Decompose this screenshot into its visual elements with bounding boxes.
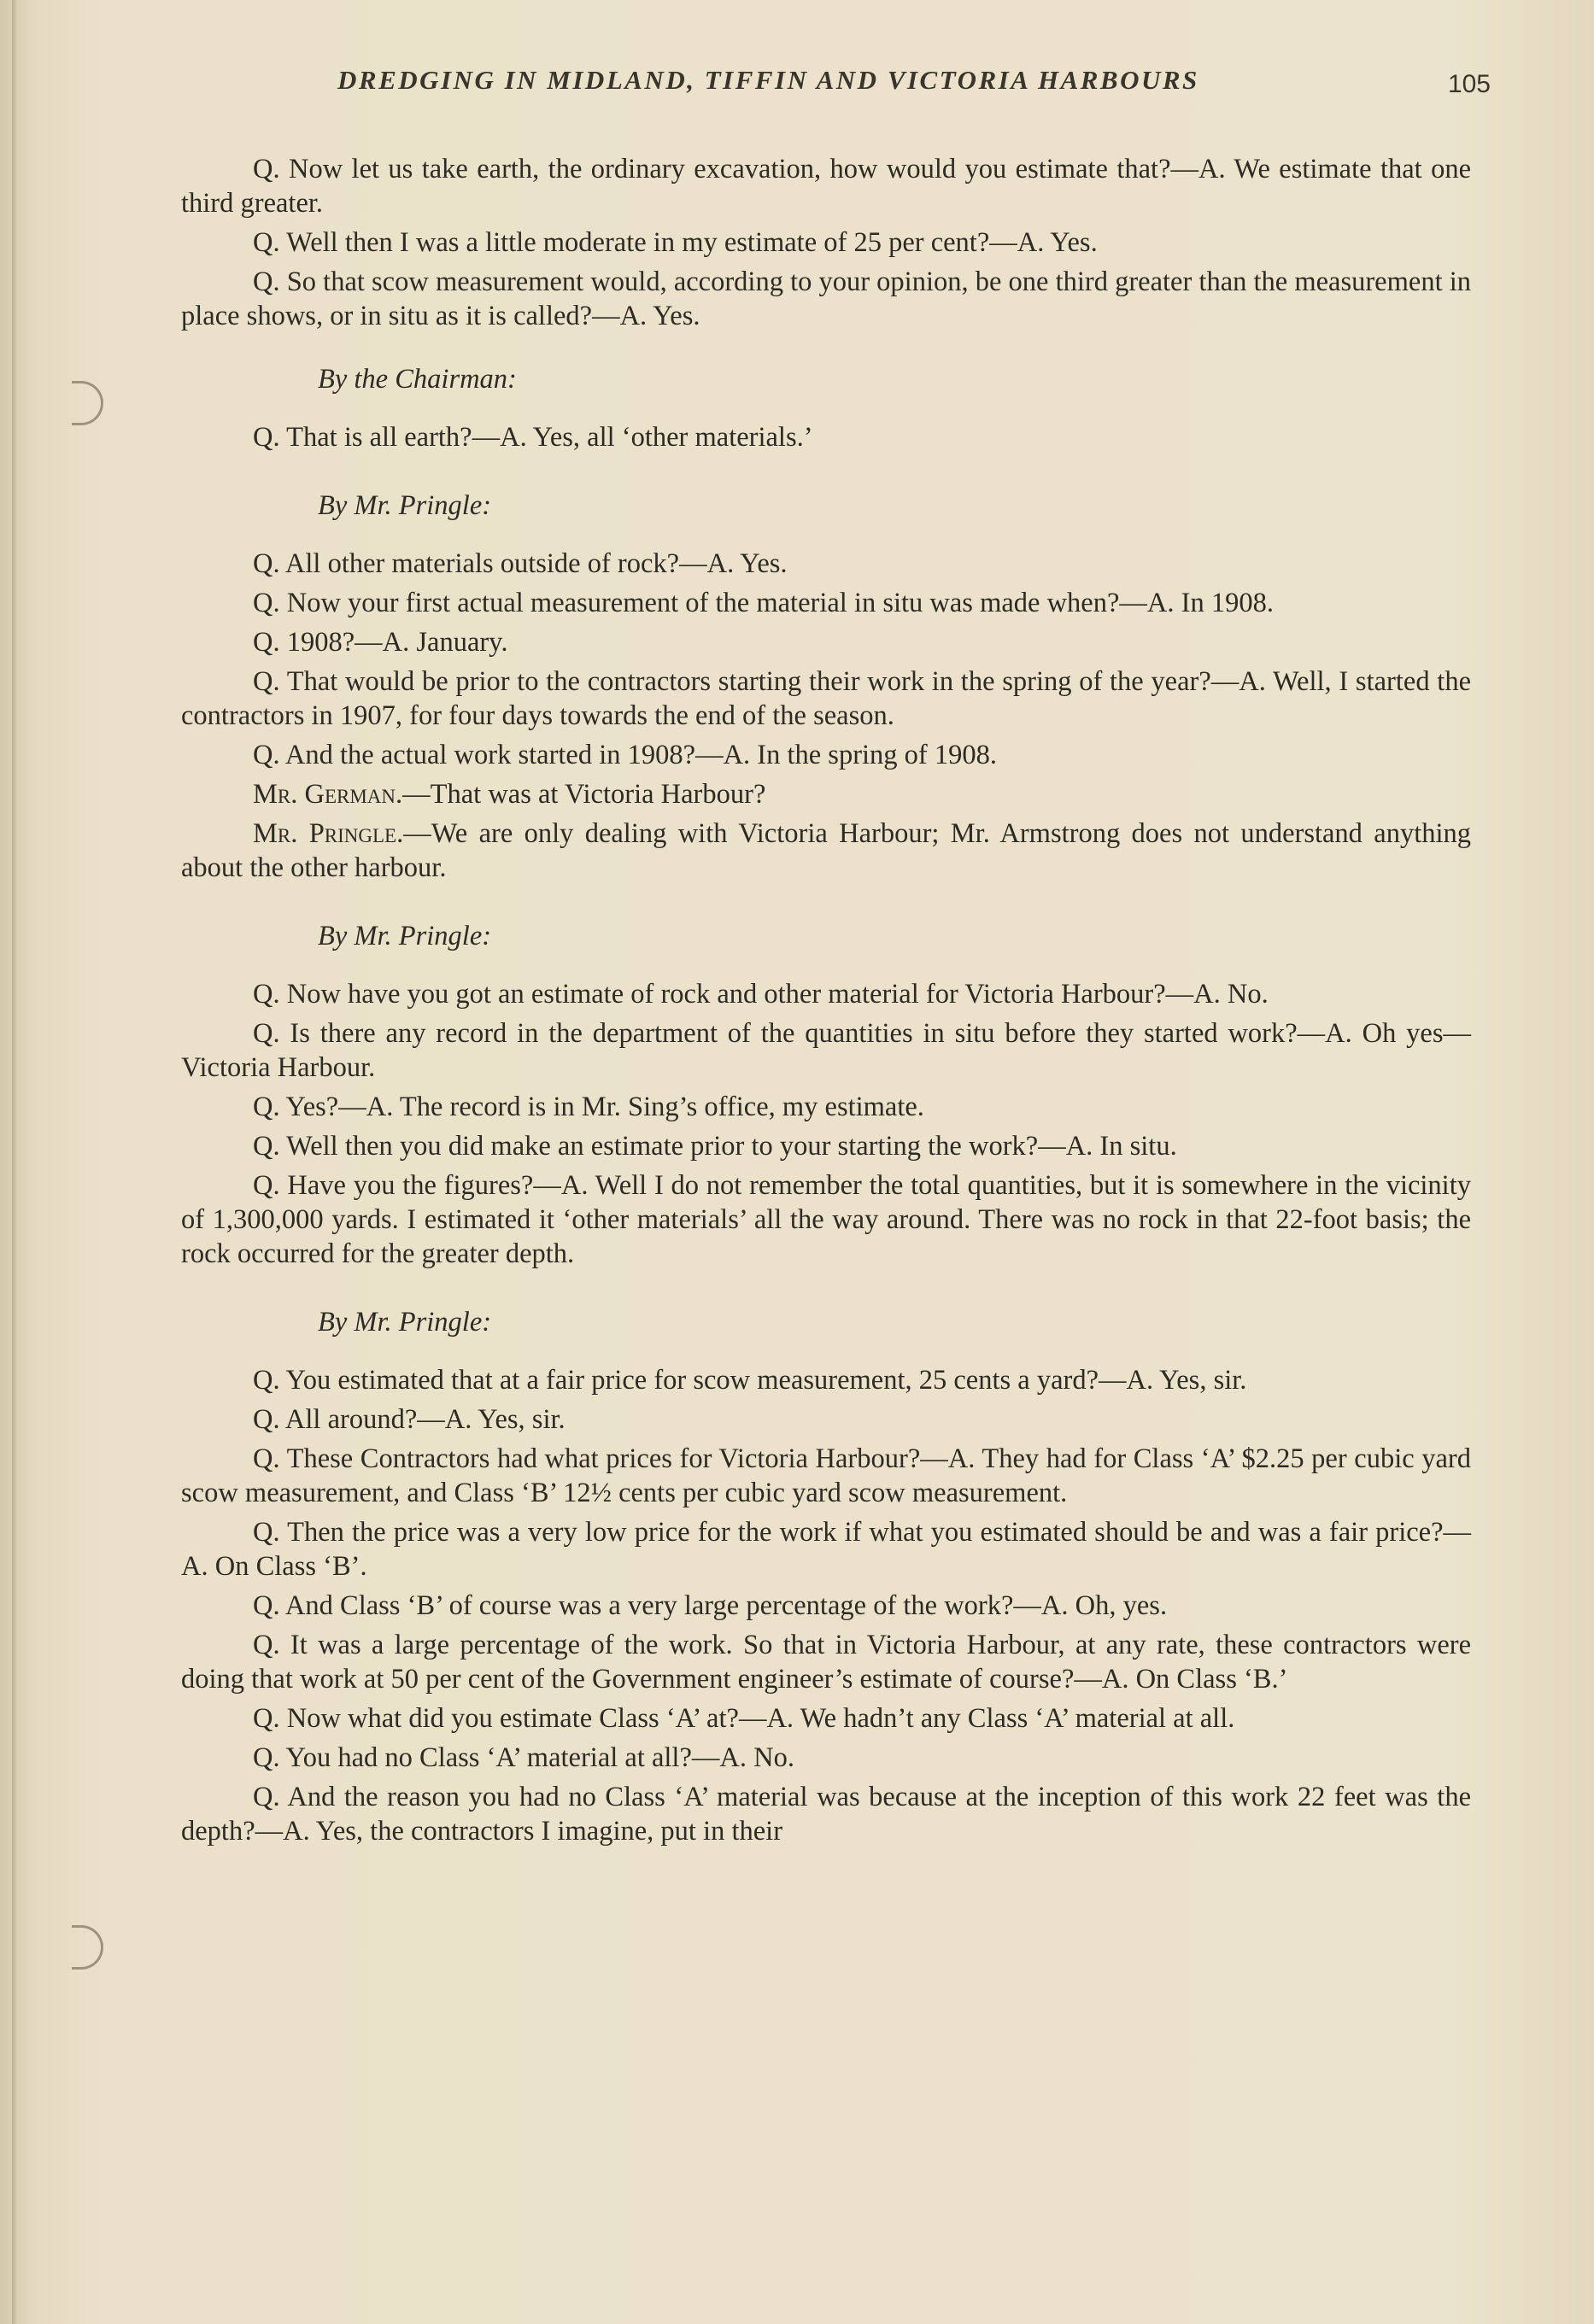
speaker-text: —We are only dealing with Victoria Harbour; Mr. Armstrong does not understand anything about the other harbour. (181, 818, 1472, 883)
qa-paragraph: Q. That is all earth?—A. Yes, all ‘other materials.’ (253, 422, 813, 453)
qa-paragraph: Q. All other materials outside of rock?—A. Yes. (253, 548, 788, 579)
speaker-name: Mr. German. (253, 779, 403, 810)
qa-paragraph: Q. And the actual work started in 1908?—A. In the spring of 1908. (253, 740, 998, 770)
qa-paragraph: Q. Is there any record in the department of the quantities in situ before they started work?—A. Oh yes—Victoria Harbour. (181, 1018, 1471, 1083)
qa-paragraph: Q. Now your first actual measurement of the material in situ was made when?—A. In 1908. (253, 588, 1274, 618)
section-heading: By Mr. Pringle: (318, 490, 492, 521)
text-column (181, 152, 1471, 1853)
punch-hole-bottom (72, 1925, 103, 1970)
speaker-paragraph (181, 817, 1471, 885)
qa-paragraph: Q. You estimated that at a fair price for scow measurement, 25 cents a yard?—A. Yes, sir. (253, 1365, 1247, 1396)
speaker-name: Mr. Pringle. (253, 818, 404, 849)
qa-paragraph: Q. Have you the figures?—A. Well I do not remember the total quantities, but it is somewhere in the vicinity of 1,300,000 yards. I estimated it ‘other materials’ all the way around. There was no rock in that 22-foot basis; the rock occurred for the greater depth. (181, 1170, 1471, 1269)
section-heading: By the Chairman: (318, 364, 517, 395)
qa-paragraph: Q. So that scow measurement would, according to your opinion, be one third greater than the measurement in place shows, or in situ as it is called?—A. Yes. (181, 266, 1472, 331)
qa-paragraph: Q. Now what did you estimate Class ‘A’ at?—A. We hadn’t any Class ‘A’ material at all. (253, 1703, 1235, 1734)
section-heading: By Mr. Pringle: (318, 921, 492, 951)
qa-paragraph: Q. These Contractors had what prices for Victoria Harbour?—A. They had for Class ‘A’ $2.25 per cubic yard scow measurement, and Class ‘B’ 12½ cents per cubic yard scow measurement. (181, 1443, 1471, 1508)
page-number: 105 (1447, 70, 1491, 98)
running-head (337, 65, 1491, 108)
qa-paragraph: Q. And the reason you had no Class ‘A’ material was because at the inception of this work 22 feet was the depth?—A. Yes, the contractors I imagine, put in their (181, 1782, 1471, 1847)
qa-paragraph: Q. 1908?—A. January. (253, 627, 508, 658)
speaker-paragraph (181, 777, 1471, 811)
speaker-text: —That was at Victoria Harbour? (402, 779, 766, 810)
binding-edge (12, 0, 17, 2324)
qa-paragraph: Q. That would be prior to the contractors starting their work in the spring of the year?—A. Well, I started the contractors in 1907, for four days towards the end of the season. (181, 666, 1471, 731)
punch-hole-top (72, 381, 103, 425)
qa-paragraph: Q. Yes?—A. The record is in Mr. Sing’s office, my estimate. (253, 1092, 924, 1122)
qa-paragraph: Q. Well then you did make an estimate prior to your starting the work?—A. In situ. (253, 1131, 1177, 1162)
section-heading: By Mr. Pringle: (318, 1307, 492, 1338)
running-title: DREDGING IN MIDLAND, TIFFIN AND VICTORIA HARBOURS (337, 65, 1199, 95)
qa-paragraph: Q. Well then I was a little moderate in my estimate of 25 per cent?—A. Yes. (253, 227, 1098, 258)
qa-paragraph: Q. All around?—A. Yes, sir. (253, 1404, 566, 1435)
qa-paragraph: Q. And Class ‘B’ of course was a very large percentage of the work?—A. Oh, yes. (253, 1590, 1168, 1621)
qa-paragraph: Q. You had no Class ‘A’ material at all?—A. No. (253, 1742, 794, 1773)
qa-paragraph: Q. Then the price was a very low price for the work if what you estimated should be and was a fair price?—A. On Class ‘B’. (181, 1517, 1471, 1582)
qa-paragraph: Q. Now have you got an estimate of rock and other material for Victoria Harbour?—A. No. (253, 979, 1269, 1010)
qa-paragraph: Q. Now let us take earth, the ordinary excavation, how would you estimate that?—A. We estimate that one third greater. (181, 154, 1471, 219)
qa-paragraph: Q. It was a large percentage of the work. So that in Victoria Harbour, at any rate, these contractors were doing that work at 50 per cent of the Government engineer’s estimate of course?—A. On Class ‘B.’ (181, 1630, 1471, 1695)
